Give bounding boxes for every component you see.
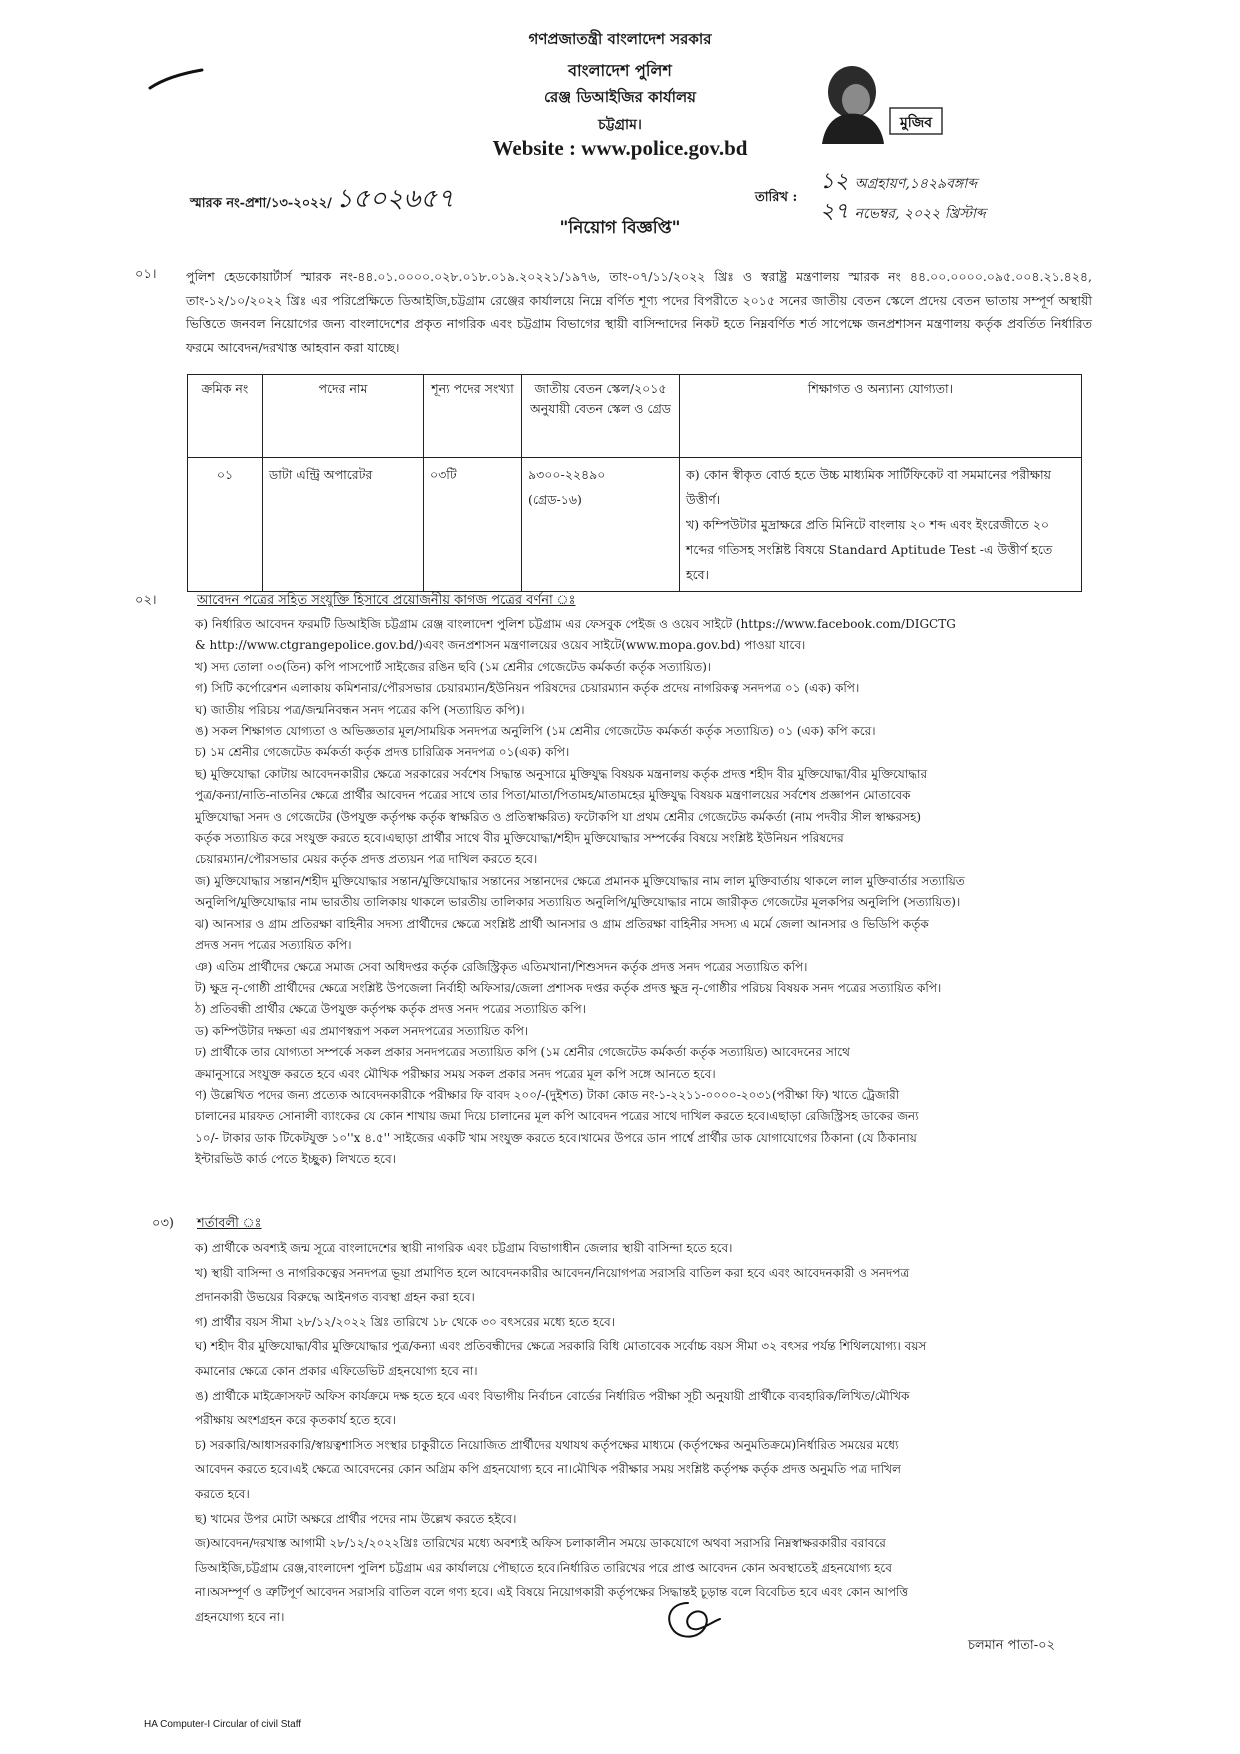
list-item: ক) নির্ধারিত আবেদন ফরমটি ডিআইজি চট্টগ্রাম রেঞ্জ বাংলাদেশ পুলিশ চট্টগ্রাম এর ফেসবুক পেইজ ও ওয়েব সাইটে (https://www.facebook.com/DIGCTG <box>195 617 956 631</box>
vacancy-table <box>187 374 1082 592</box>
list-item: ঙ) সকল শিক্ষাগত যোগ্যতা ও অভিজ্ঞতার মূল/সাময়িক সনদপত্র অনুলিপি (১ম শ্রেনীর গেজেটেড কর্মকর্তা কর্তৃক সত্যায়িত) ০১ (এক) কপি করে। <box>195 724 876 739</box>
table-header-row <box>188 375 1082 458</box>
list-item: চ) ১ম শ্রেনীর গেজেটেড কর্মকর্তা কর্তৃক প্রদত্ত চারিত্রিক সনদপত্র ০১(এক) কপি। <box>195 745 570 760</box>
list-item: চ) সরকারি/আধাসরকারি/স্বায়ত্বশাসিত সংস্থার চাকুরীতে নিয়োজিত প্রার্থীদের যথাযথ কর্তৃপক্ষের মাধ্যমে (কর্তৃপক্ষের অনুমতিক্রমে)নির্ধারিত সময়ের মধ্যে <box>195 1437 899 1452</box>
date-bangla: ১২ অগ্রহায়ণ,১৪২৯বঙ্গাব্দ <box>820 169 978 194</box>
table-row <box>188 458 1082 592</box>
memo-handwritten-number: ১৫০২৬৫৭ <box>335 184 455 214</box>
cell-qualification: ক) কোন স্বীকৃত বোর্ড হতে উচ্চ মাধ্যমিক সার্টিফিকেট বা সমমানের পরীক্ষায় উত্তীর্ণ। খ) কম্পিউটার মুদ্রাক্ষরে প্রতি মিনিটে বাংলায় ২০ শব্দ এবং ইংরেজীতে ২০ শব্দের গতিসহ সংশ্লিষ্ট বিষয়ে Standard Aptitude Test -এ উত্তীর্ণ হতে হবে। <box>680 458 1082 592</box>
cell-scale: ৯৩০০-২২৪৯০ (গ্রেড-১৬) <box>522 458 680 592</box>
list-item: গ) সিটি কর্পোরেশন এলাকায় কমিশনার/পৌরসভার চেয়ারম্যান/ইউনিয়ন পরিষদের চেয়ারম্যান কর্তৃক প্রদেয় নাগরিকত্ব সনদপত্র ০১ (এক) কপি। <box>195 681 860 696</box>
col-scale: জাতীয় বেতন স্কেল/২০১৫ অনুযায়ী বেতন স্কেল ও গ্রেড <box>522 375 680 458</box>
list-item: জ)আবেদন/দরখাস্ত আগামী ২৮/১২/২০২২খ্রিঃ তারিখের মধ্যে অবশ্যই অফিস চলাকালীন সময়ে ডাকযোগে অথবা সরাসরি নিম্নস্বাক্ষরকারীর বরাবরে <box>195 1536 886 1551</box>
list-item: পুত্র/কন্যা/নাতি-নাতনির ক্ষেত্রে প্রার্থীর আবেদন পত্রের সাথে তার পিতা/মাতা/পিতামহ/মাতামহের মুক্তিযুদ্ধ বিষয়ক মন্ত্রণালয়ের সর্বশেষ প্রজ্ঞাপন মোতাবেক <box>195 788 911 803</box>
date-day-english: ২৭ <box>820 199 849 224</box>
list-item: ঞ) এতিম প্রার্থীদের ক্ষেত্রে সমাজ সেবা অধিদপ্তর কর্তৃক রেজিস্ট্রিকৃত এতিমখানা/শিশুসদন কর্তৃক প্রদত্ত সনদ পত্রের সত্যায়িত কপি। <box>195 959 808 974</box>
list-item: প্রদত্ত সনদ পত্রের সত্যায়িত কপি। <box>195 938 352 953</box>
cell-count: ০৩টি <box>424 458 522 592</box>
list-item: ণ) উল্লেখিত পদের জন্য প্রত্যেক আবেদনকারীকে পরীক্ষার ফি বাবদ ২০০/-(দুইশত) টাকা কোড নং-১-২২১১-০০০০-২০৩১(পরীক্ষা ফি) খাতে ট্রেজারী <box>195 1087 900 1102</box>
list-item: ট) ক্ষুদ্র নৃ-গোষ্ঠী প্রার্থীদের ক্ষেত্রে সংশ্লিষ্ট উপজেলা নির্বাহী অফিসার/জেলা প্রশাসক দপ্তর কর্তৃক প্রদত্ত ক্ষুদ্র নৃ-গোষ্ঠীর পরিচয় বিষয়ক সনদ পত্রের সত্যায়িত কপি। <box>195 980 942 995</box>
list-item: আবেদন করতে হবে।এই ক্ষেত্রে আবেদনের কোন অগ্রিম কপি গ্রহনযোগ্য হবে না।মৌখিক পরীক্ষার সময় সংশ্লিষ্ট কর্তৃপক্ষ কর্তৃক প্রদত্ত অনুমতি পত্র দাখিল <box>195 1462 901 1477</box>
list-item: ঠ) প্রতিবন্ধী প্রার্থীর ক্ষেত্রে উপযুক্ত কর্তৃপক্ষ কর্তৃক প্রদত্ত সনদ পত্রের সত্যায়িত কপি। <box>195 1002 586 1017</box>
list-item: কমানোর ক্ষেত্রে কোন প্রকার এফিডেভিট গ্রহনযোগ্য হবে না। <box>195 1363 478 1378</box>
list-item: চেয়ারম্যান/পৌরসভার মেয়র কর্তৃক প্রদত্ত প্রত্যয়ন পত্র দাখিল করতে হবে। <box>195 852 538 867</box>
mujib-logo-icon <box>812 62 960 144</box>
section3-number: ০৩) <box>152 1216 174 1231</box>
section2-heading: আবেদন পত্রের সহিত সংযুক্তি হিসাবে প্রয়োজনীয় কাগজ পত্রের বর্ণনা ঃ <box>197 593 576 608</box>
list-item: ক্রমানুসারে সংযুক্ত করতে হবে এবং মৌখিক পরীক্ষার সময় সকল প্রকার সনদ পত্রের মূল কপি সঙ্গে আনতে হবে। <box>195 1066 716 1081</box>
list-item: না।অসম্পূর্ণ ও ত্রুটিপূর্ণ আবেদন সরাসরি বাতিল বলে গণ্য হবে। এই বিষয়ে নিয়োগকারী কর্তৃপক্ষের সিদ্ধান্তই চূড়ান্ত বলে বিবেচিত হবে এবং কোন আপত্তি <box>195 1585 909 1600</box>
col-serial: ক্রমিক নং <box>188 375 263 458</box>
list-item: ড) কম্পিউটার দক্ষতা এর প্রমাণস্বরূপ সকল সনদপত্রের সত্যায়িত কপি। <box>195 1023 529 1038</box>
section3-list <box>195 1236 1080 1630</box>
list-item: মুক্তিযোদ্ধা সনদ ও গেজেটের (উপযুক্ত কর্তৃপক্ষ কর্তৃক স্বাক্ষরিত ও প্রতিস্বাক্ষরিত) ফটোকপি যা প্রথম শ্রেনীর গেজেটেড কর্মকর্তা (নাম পদবীর সীল স্বাক্ষরসহ) <box>195 809 922 824</box>
col-post: পদের নাম <box>263 375 424 458</box>
govt-name: গণপ্রজাতন্ত্রী বাংলাদেশ সরকার <box>528 30 712 48</box>
col-count: শূন্য পদের সংখ্যা <box>424 375 522 458</box>
list-item: খ) সদ্য তোলা ০৩(তিন) কপি পাসপোর্ট সাইজের রঙিন ছবি (১ম শ্রেনীর গেজেটেড কর্মকর্তা কর্তৃক সত্যায়িত)। <box>195 659 712 674</box>
date-english: ২৭ নভেম্বর, ২০২২ খ্রিস্টাব্দ <box>820 199 986 224</box>
list-item: চালানের মারফত সোনালী ব্যাংকের যে কোন শাখায় জমা দিয়ে চালানের মূল কপি আবেদন পত্রের সাথে দাখিল করতে হবে।এছাড়া রেজিস্ট্রিসহ ডাকের জন্য <box>195 1109 919 1124</box>
list-item: ঘ) জাতীয় পরিচয় পত্র/জন্মনিবন্ধন সনদ পত্রের কপি (সত্যায়িত কপি)। <box>195 702 525 717</box>
list-item: জ) মুক্তিযোদ্ধার সন্তান/শহীদ মুক্তিযোদ্ধার সন্তান/মুক্তিযোদ্ধার সন্তানের সন্তানদের ক্ষেত্রে প্রমানক মুক্তিযোদ্ধার নাম লাল মুক্তিবার্তায় থাকলে লাল মুক্তিবার্তার সত্যায়িত <box>195 873 965 888</box>
footer-file-label: HA Computer-I Circular of civil Staff <box>144 1719 302 1730</box>
section3-heading: শর্তাবলী ঃ <box>197 1216 262 1231</box>
list-item: ছ) খামের উপর মোটা অক্ষরে প্রার্থীর পদের নাম উল্লেখ করতে হইবে। <box>195 1511 517 1526</box>
cell-serial: ০১ <box>188 458 263 592</box>
continued-page-note: চলমান পাতা-০২ <box>968 1638 1055 1653</box>
date-day-bangla: ১২ <box>820 169 849 194</box>
date-label: তারিখ : <box>755 190 798 205</box>
list-item: পরীক্ষায় অংশগ্রহন করে কৃতকার্য হতে হবে। <box>195 1413 396 1428</box>
list-item: ক) প্রার্থীকে অবশ্যই জন্ম সূত্রে বাংলাদেশের স্থায়ী নাগরিক এবং চট্টগ্রাম বিভাগাধীন জেলার স্থায়ী বাসিন্দা হতে হবে। <box>195 1241 733 1255</box>
list-item: প্রদানকারী উভয়ের বিরুদ্ধে আইনগত ব্যবস্থা গ্রহন করা হবে। <box>195 1290 475 1305</box>
list-item: ঝ) আনসার ও গ্রাম প্রতিরক্ষা বাহিনীর সদস্য প্রার্থীদের ক্ষেত্রে সংশ্লিষ্ট প্রার্থী আনসার ও গ্রাম প্রতিরক্ষা বাহিনীর সদস্য এ মর্মে জেলা আনসার ও ভিডিপি কর্তৃক <box>195 916 929 931</box>
list-item: ১০/- টাকার ডাক টিকেটযুক্ত ১০''x ৪.৫'' সাইজের একটি খাম সংযুক্ত করতে হবে।খামের উপরে ডান পার্শ্বে প্রার্থীর ডাক যোগাযোগের ঠিকানা (যে ঠিকানায় <box>195 1130 917 1145</box>
col-qualification: শিক্ষাগত ও অন্যান্য যোগ্যতা। <box>680 375 1082 458</box>
list-item: ঢ) প্রার্থীকে তার যোগ্যতা সম্পর্কে সকল প্রকার সনদপত্রের সত্যায়িত কপি (১ম শ্রেনীর গেজেটেড কর্মকর্তা কর্তৃক সত্যায়িত) আবেদনের সাথে <box>195 1045 850 1060</box>
list-item: কর্তৃক সত্যায়িত করে সংযুক্ত করতে হবে।এছাড়া প্রার্থীর সাথে বীর মুক্তিযোদ্ধা/শহীদ মুক্তিযোদ্ধার সম্পর্কের বিষয়ে সংশ্লিষ্ট ইউনিয়ন পরিষদের <box>195 831 844 846</box>
section2-list <box>195 614 1080 1171</box>
office-city: চট্টগ্রাম। <box>598 117 642 133</box>
section1-number: ০১। <box>135 267 157 282</box>
cell-post: ডাটা এন্ট্রি অপারেটর <box>263 458 424 592</box>
list-item: ঘ) শহীদ বীর মুক্তিযোদ্ধা/বীর মুক্তিযোদ্ধার পুত্র/কন্যা এবং প্রতিবন্ধীদের ক্ষেত্রে সরকারি বিধি মোতাবেক সর্বোচ্চ বয়স সীমা ৩২ বৎসর পর্যন্ত শিথিলযোগ্য। বয়স <box>195 1339 927 1354</box>
list-item: খ) স্থায়ী বাসিন্দা ও নাগরিকত্বের সনদপত্র ভূয়া প্রমাণিত হলে আবেদনকারীর আবেদন/নিয়োগপত্র সরাসরি বাতিল করা হবে এবং আবেদনকারী ও সনদপত্র <box>195 1265 910 1280</box>
memo-label: স্মারক নং-প্রশা/১৩-২০২২/ <box>190 196 332 211</box>
list-item: অনুলিপি/মুক্তিযোদ্ধার নাম ভারতীয় তালিকায় থাকলে ভারতীয় তালিকার সত্যায়িত অনুলিপি/মুক্তিযোদ্ধার নামে জারীকৃত গেজেটের মূলকপির অনুলিপি (সত্যায়িত)। <box>195 895 961 910</box>
logo-text: মুজিব <box>899 115 933 131</box>
list-item: ইন্টারভিউ কার্ড পেতে ইচ্ছুক) লিখতে হবে। <box>195 1152 396 1167</box>
list-item: ছ) মুক্তিযোদ্ধা কোটায় আবেদনকারীর ক্ষেত্রে সরকারের সর্বশেষ সিদ্ধান্ত অনুসারে মুক্তিযুদ্ধ বিষয়ক মন্ত্রনালয় কর্তৃক প্রদত্ত শহীদ বীর মুক্তিযোদ্ধা/বীর মুক্তিযোদ্ধার <box>195 766 928 781</box>
signature-icon <box>658 1597 722 1643</box>
section1-text: পুলিশ হেডকোয়ার্টার্স স্মারক নং-৪৪.০১.০০০০.০২৮.০১৮.০১৯.২০২২১/১৯৭৬, তাং-০৭/১১/২০২২ খ্রিঃ ও স্বরাষ্ট্র মন্ত্রণালয় স্মারক নং ৪৪.০০.০০০০.০৯৫.০০৪.২১.৪২৪, তাং-১২/১০/২০২২ খ্রিঃ এর পরিপ্রেক্ষিতে ডিআইজি,চট্টগ্রাম রেঞ্জের কার্যালয়ে নিম্নে বর্ণিত শূণ্য পদের বিপরীতে ২০১৫ সনের জাতীয় বেতন স্কেলে প্রদেয় বেতন ভাতায় সম্পূর্ণ অস্থায়ী ভিত্তিতে জনবল নিয়োগের জন্য বাংলাদেশের প্রকৃত নাগরিক এবং চট্টগ্রাম বিভাগের স্থায়ী বাসিন্দাদের নিকট হতে নিম্নবর্ণিত শর্ত সাপেক্ষে জনপ্রশাসন মন্ত্রণালয় কর্তৃক প্রবর্তিত নির্ধারিত ফরমে আবেদন/দরখাস্ত আহবান করা যাচ্ছে। <box>186 269 1092 355</box>
list-item: ঙ) প্রার্থীকে মাইক্রোসফট অফিস কার্যক্রমে দক্ষ হতে হবে এবং বিভাগীয় নির্বাচন বোর্ডের নির্ধারিত পরীক্ষা সূচী অনুযায়ী প্রার্থীকে ব্যবহারিক/লিখিত/মৌখিক <box>195 1388 910 1403</box>
list-item: করতে হবে। <box>195 1486 250 1501</box>
list-item: ডিআইজি,চট্টগ্রাম রেঞ্জ,বাংলাদেশ পুলিশ চট্টগ্রাম এর কার্যালয়ে পৌছাতে হবে।নির্ধারিত তারিখের পরে প্রাপ্ত আবেদন কোন অবস্থাতেই গ্রহনযোগ্য হবে <box>195 1560 892 1575</box>
page-title: "নিয়োগ বিজ্ঞপ্তি" <box>559 218 681 238</box>
website: Website : www.police.gov.bd <box>492 136 748 160</box>
police-name: বাংলাদেশ পুলিশ <box>568 61 672 80</box>
section2-number: ০২। <box>135 593 157 608</box>
list-item: & http://www.ctgrangepolice.gov.bd/)এবং জনপ্রশাসন মন্ত্রণালয়ের ওয়েব সাইটে(www.mopa.gov.bd) পাওয়া যাবে। <box>195 638 806 653</box>
list-item: গ্রহনযোগ্য হবে না। <box>195 1609 285 1624</box>
list-item: গ) প্রার্থীর বয়স সীমা ২৮/১২/২০২২ খ্রিঃ তারিখে ১৮ থেকে ৩০ বৎসরের মধ্যে হতে হবে। <box>195 1314 616 1329</box>
office-name: রেঞ্জ ডিআইজির কার্যালয় <box>543 88 697 106</box>
